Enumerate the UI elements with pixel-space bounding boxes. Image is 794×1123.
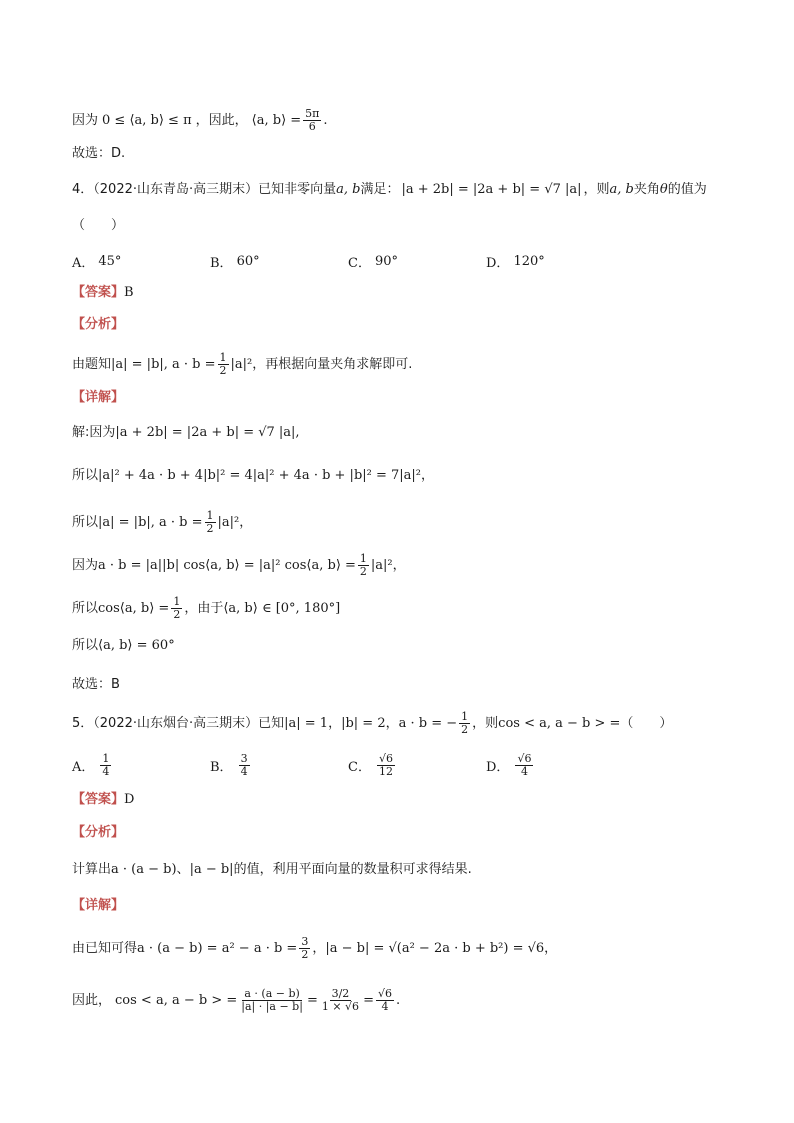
math-expression: |b| = 2	[341, 715, 386, 731]
text: ，再根据向量夹角求解即可.	[252, 356, 413, 372]
text: 所以	[72, 600, 99, 616]
q4-answer	[72, 285, 134, 301]
q4-conclusion	[72, 677, 120, 693]
q4-detail-2	[72, 468, 434, 484]
math-expression: a, b	[336, 182, 361, 197]
prev-conclusion-line	[72, 108, 328, 133]
text: 解:因为	[72, 425, 116, 440]
q4-detail-5	[72, 596, 340, 621]
math-expression: |a|² + 4a · b + 4|b|² = 4|a|² + 4a · b + |b|² = 7|a|²	[98, 468, 422, 483]
text: ，因此，	[195, 112, 248, 128]
fraction: $\frac{3/2}{1 \times √6}$	[321, 987, 360, 1013]
math-expression: cos⟨a, b⟩ =	[98, 600, 170, 616]
fraction: $\frac{1}{2}$	[206, 509, 214, 535]
q5-option-b: B． $\frac{3}{4}$	[210, 752, 248, 778]
q4-detail-tag	[72, 390, 124, 406]
text: ，	[392, 557, 406, 573]
q4-option-a: A． 45°	[72, 254, 122, 271]
math-expression: |a| = |b|, a · b =	[98, 514, 203, 530]
q4-analysis	[72, 352, 412, 377]
math-expression: a · b = |a||b| cos⟨a, b⟩ = |a|² cos⟨a, b⟩ =	[98, 557, 356, 573]
text: .	[323, 112, 328, 128]
math-expression: ⟨a, b⟩ = 60°	[98, 638, 175, 653]
q5-answer	[72, 792, 134, 808]
math-expression: |a|²	[370, 557, 393, 573]
text: ，	[312, 940, 326, 956]
q4-option-c: C． 90°	[348, 254, 398, 271]
fraction: $\frac{5\pi}{6}$	[305, 107, 320, 133]
q4-detail-1	[72, 425, 300, 441]
q5-analysis-tag	[72, 825, 124, 841]
text: ，	[239, 514, 253, 530]
section-tag: 【分析】	[72, 825, 125, 840]
text: 因为	[72, 112, 99, 128]
q4-detail-6	[72, 638, 175, 654]
answer-tag: 【答案】	[72, 285, 125, 300]
math-expression: a · b = −	[398, 715, 458, 731]
text: ，	[385, 715, 399, 731]
q4-detail-4	[72, 553, 406, 578]
text: ，	[421, 468, 435, 483]
fraction: $\frac{3}{2}$	[301, 935, 309, 961]
text: .	[395, 992, 401, 1008]
answer-choice-line	[72, 146, 125, 162]
math-expression: a · (a − b) = a² − a · b =	[137, 940, 298, 956]
q5-detail-tag	[72, 898, 124, 914]
text: ，则	[472, 715, 499, 731]
fraction: $\frac{1}{2}$	[219, 351, 227, 377]
text: 5．（2022·山东烟台·高三期末）已知	[72, 715, 285, 731]
math-expression: |a − b| = √(a² − 2a · b + b²) = √6	[325, 940, 545, 956]
math-expression: a, b	[609, 182, 634, 197]
math-expression: |a|²	[217, 514, 240, 530]
math-expression: a · (a − b)	[111, 862, 177, 877]
question-5-stem	[72, 711, 672, 736]
text: =	[306, 992, 318, 1008]
math-expression: θ	[659, 182, 668, 197]
math-expression: |a| = 1	[284, 715, 329, 731]
text: 夹角	[633, 182, 660, 197]
fraction: $\frac{√6}{4}$	[377, 987, 392, 1013]
math-expression: 0 ≤ ⟨a, b⟩ ≤ π	[102, 112, 192, 128]
text: 故选：B	[72, 677, 120, 692]
math-expression: |a| = |b|, a · b =	[111, 356, 216, 372]
q4-analysis-tag	[72, 317, 124, 333]
section-tag: 【详解】	[72, 898, 125, 913]
text: 所以	[72, 468, 99, 483]
section-tag: 【详解】	[72, 390, 125, 405]
q4-option-d: D． 120°	[486, 254, 545, 271]
text: 、	[176, 862, 190, 877]
q4-detail-3	[72, 510, 252, 535]
answer-tag: 【答案】	[72, 792, 125, 807]
q5-option-c: C． $\frac{√6}{12}$	[348, 752, 393, 778]
text: 满足：	[360, 182, 400, 197]
q5-option-a: A． $\frac{1}{4}$	[72, 752, 110, 778]
text: 由已知可得	[72, 940, 138, 956]
fraction: $\frac{1}{2}$	[461, 710, 469, 736]
question-4-paren	[72, 218, 124, 234]
q4-option-b: B． 60°	[210, 254, 260, 271]
text: ，则	[583, 182, 610, 197]
math-expression: ⟨a, b⟩ ∈ [0°, 180°]	[223, 600, 341, 616]
text: 的值为	[667, 182, 707, 197]
math-expression: |a|²	[230, 356, 253, 372]
math-expression: cos < a, a − b > =	[498, 715, 621, 731]
question-4-stem	[72, 182, 707, 198]
q5-detail-1	[72, 936, 557, 961]
math-expression: |a − b|	[189, 862, 234, 877]
q5-option-d: D． $\frac{√6}{4}$	[486, 752, 532, 778]
q5-analysis	[72, 862, 472, 878]
text: 所以	[72, 638, 99, 653]
section-tag: 【分析】	[72, 317, 125, 332]
text: 因此，	[72, 992, 112, 1008]
fraction: $\frac{1}{2}$	[173, 595, 181, 621]
text: 由题知	[72, 356, 112, 372]
text: =	[363, 992, 374, 1008]
text: 所以	[72, 514, 99, 530]
text: 故选：D.	[72, 146, 126, 161]
fraction: $\frac{1}{2}$	[359, 552, 367, 578]
text: 计算出	[72, 862, 112, 877]
text: 的值，利用平面向量的数量积可求得结果.	[233, 862, 472, 877]
text: 因为	[72, 557, 99, 573]
math-expression: ⟨a, b⟩ =	[251, 112, 302, 128]
answer-value: D	[124, 792, 135, 807]
fraction: $\frac{a \cdot (a - b)}{|a| \cdot |a - b|}$	[241, 987, 303, 1013]
answer-value: B	[124, 285, 134, 300]
text: （ ）	[72, 218, 125, 233]
text: （ ）	[620, 715, 673, 731]
text: 4．（2022·山东青岛·高三期末）已知非零向量	[72, 182, 337, 197]
math-expression: cos < a, a − b > =	[115, 992, 238, 1008]
text: ，由于	[184, 600, 224, 616]
text: ，	[544, 940, 558, 956]
math-expression: |a + 2b| = |2a + b| = √7 |a|	[401, 182, 582, 197]
text: ，	[328, 715, 342, 731]
math-expression: |a + 2b| = |2a + b| = √7 |a|,	[115, 425, 300, 440]
q5-detail-2	[72, 988, 400, 1013]
